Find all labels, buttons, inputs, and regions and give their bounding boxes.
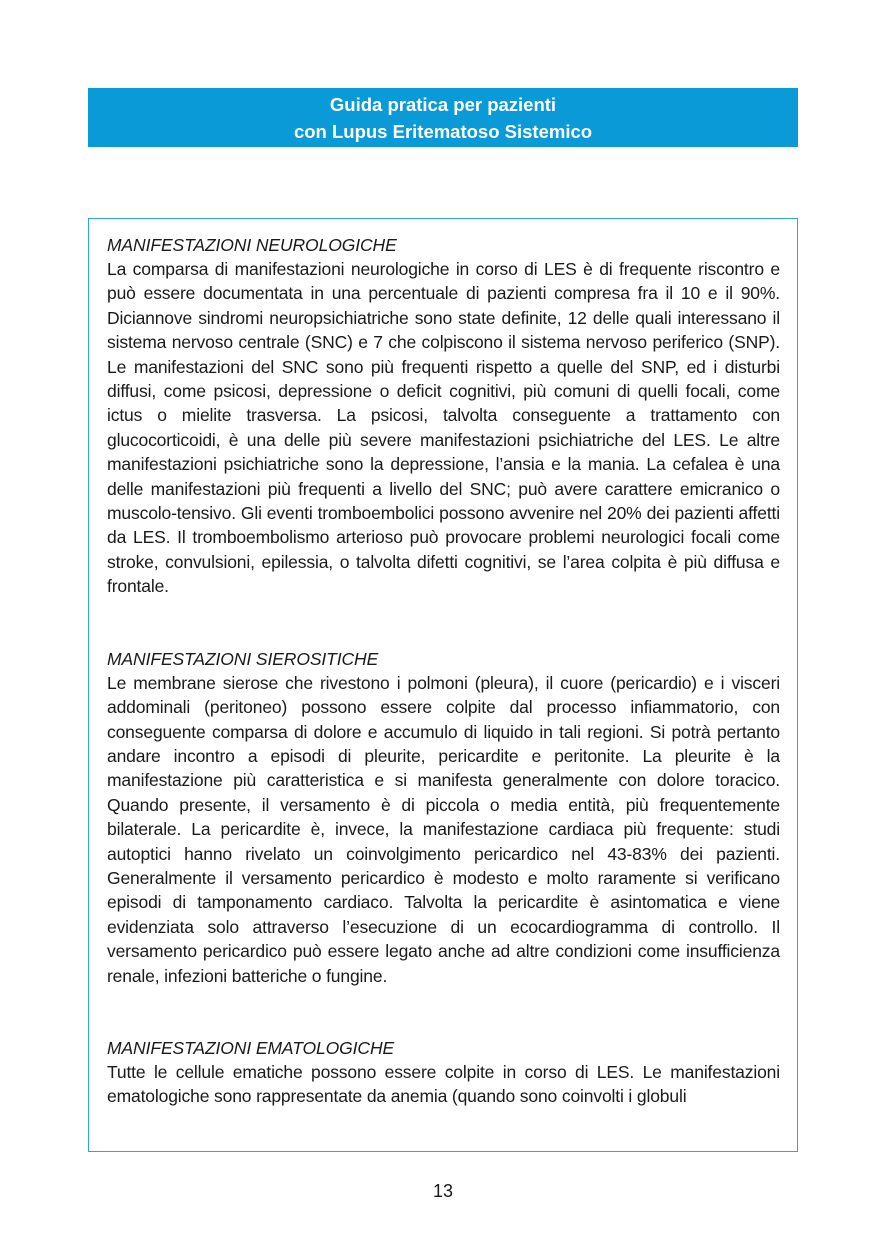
section-body: Le membrane sierose che rivestono i polmoni (pleura), il cuore (pericardio) e i visceri addominali (peritoneo) possono essere colpite dal processo infiammatorio, con conseguente comparsa di dolore e accumulo di liquido in tali regioni. Si potrà pertanto andare incontro a episodi di pleurite, pericardite e peritonite. La pleurite è la manifestazione più caratteristica e si manifesta generalmente con dolore toracico. Quando presente, il versamento è di piccola o media entità, più frequentemente bilaterale. La pericardite è, invece, la manifestazione cardiaca più frequente: studi autoptici hanno rivelato un coinvolgimento pericardico nel 43-83% dei pazienti. Generalmente il versamento pericardico è modesto e molto raramente si verificano episodi di tamponamento cardiaco. Talvolta la pericardite è asintomatica e viene evidenziata solo attraverso l’esecuzione di un ecocardiogramma di controllo. Il versamento pericardico può essere legato anche ad altre condizioni come insufficienza renale, infezioni batteriche o fungine. <box>107 672 780 986</box>
section-title: MANIFESTAZIONI SIEROSITICHE <box>107 648 379 669</box>
section-title: MANIFESTAZIONI EMATOLOGICHE <box>107 1037 395 1058</box>
header-title-line-2: con Lupus Eritematoso Sistemico <box>293 121 593 142</box>
content-box <box>88 218 798 1152</box>
section-title: MANIFESTAZIONI NEUROLOGICHE <box>107 235 397 255</box>
section-neurologiche <box>107 233 780 599</box>
page-header-band <box>88 88 798 147</box>
section-sierositiche <box>107 647 780 988</box>
header-title-line-1: Guida pratica per pazienti <box>329 94 557 115</box>
page-number: 13 <box>432 1181 454 1201</box>
section-body: La comparsa di manifestazioni neurologiche in corso di LES è di frequente riscontro e può essere documentata in una percentuale di pazienti compresa fra il 10 e il 90%. Diciannove sindromi neuropsichiatriche sono state definite, 12 delle quali interessano il sistema nervoso centrale (SNC) e 7 che colpiscono il sistema nervoso periferico (SNP). Le manifestazioni del SNC sono più frequenti rispetto a quelle del SNP, ed i disturbi diffusi, come psicosi, depressione o deficit cognitivi, più comuni di quelli focali, come ictus o mielite trasversa. La psicosi, talvolta conseguente a trattamento con glucocorticoidi, è una delle più severe manifestazioni psichiatriche del LES. Le altre manifestazioni psichiatriche sono la depressione, l’ansia e la mania. La cefalea è una delle manifestazioni più frequenti a livello del SNC; può avere carattere emicranico o muscolo-tensivo. Gli eventi tromboembolici possono avvenire nel 20% dei pazienti affetti da LES. Il tromboembolismo arterioso può provocare problemi neurologici focali come stroke, convulsioni, epilessia, o talvolta difetti cognitivi, se l’area colpita è più diffusa e frontale. <box>107 259 780 597</box>
section-ematologiche <box>107 1036 780 1109</box>
section-body: Tutte le cellule ematiche possono essere colpite in corso di LES. Le manifestazioni ematologiche sono rappresentate da anemia (quando sono coinvolti i globuli <box>107 1061 780 1107</box>
